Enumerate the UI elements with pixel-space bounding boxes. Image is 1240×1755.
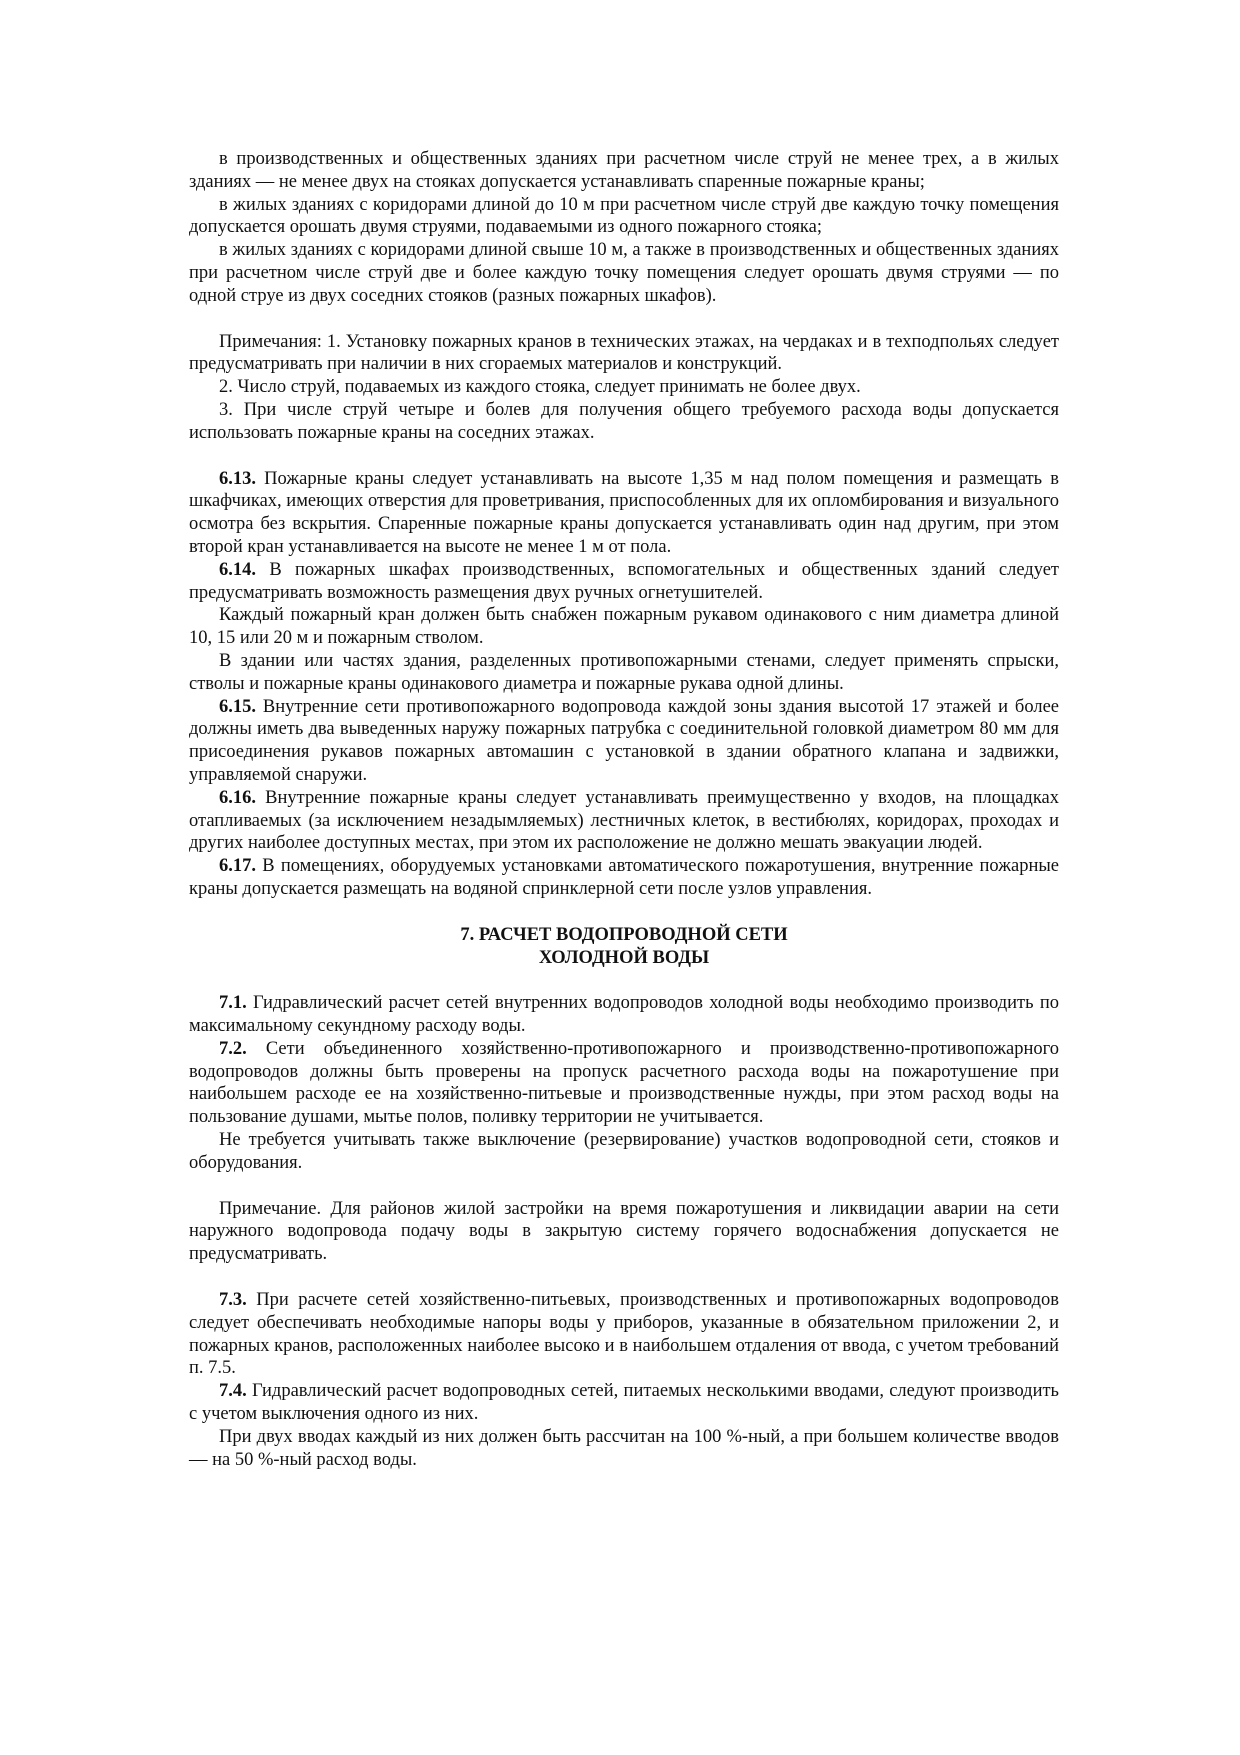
clause-number: 7.3. (219, 1290, 247, 1311)
clause-7-2: 7.2. Сети объединенного хозяйственно-противопожарного и производственно-противопожарного водопроводов должны быть проверены на пропуск расчетного расхода воды на пожаротушение при наибольшем расходе ее на хозяйственно-питьевые и производственные нужды, при этом расход воды на пользование душами, мытье полов, поливку территории не учитывается. (189, 1038, 1059, 1128)
clause-6-16: 6.16. Внутренние пожарные краны следует устанавливать преимущественно у входов, на площадках отапливаемых (за исключением незадымляемых) лестничных клеток, в вестибюлях, коридорах, проходах и других наиболее доступных местах, при этом их расположение не должно мешать эвакуации людей. (189, 787, 1059, 854)
document-page (189, 148, 1059, 1471)
section-heading-line-2: ХОЛОДНОЙ ВОДЫ (538, 947, 710, 968)
spacer (189, 1175, 1059, 1198)
paragraph: Не требуется учитывать также выключение (резервирование) участков водопроводной сети, стояков и оборудования. (189, 1130, 1059, 1173)
paragraph: Каждый пожарный кран должен быть снабжен пожарным рукавом одинакового с ним диаметра длиной 10, 15 или 20 м и пожарным стволом. (189, 605, 1059, 649)
clause-number: 7.4. (219, 1381, 247, 1402)
spacer (189, 308, 1059, 331)
spacer (189, 969, 1059, 992)
paragraph: При двух вводах каждый из них должен быть рассчитан на 100 %-ный, а при большем количестве вводов — на 50 %-ный расход воды. (189, 1426, 1059, 1470)
clause-6-15: 6.15. Внутренние сети противопожарного водопровода каждой зоны здания высотой 17 этажей и более должны иметь два выведенных наружу пожарных патрубка с соединительной головкой диаметром 80 мм для присоединения рукавов пожарных автомашин с установкой в здании обратного клапана и задвижки, управляемой снаружи. (189, 696, 1059, 785)
clause-number: 7.2. (219, 1038, 247, 1059)
paragraph: В здании или частях здания, разделенных противопожарными стенами, следует применять спрыски, стволы и пожарные краны одинакового диаметра и пожарные рукава одной длины. (189, 650, 1059, 694)
paragraph: в производственных и общественных зданиях при расчетном числе струй не менее трех, а в жилых зданиях — не менее двух на стояках допускается устанавливать спаренные пожарные краны; (189, 149, 1059, 192)
clause-number: 6.16. (219, 787, 256, 808)
paragraph: в жилых зданиях с коридорами длиной до 10 м при расчетном числе струй две каждую точку помещения допускается орошать двумя струями, подаваемыми из одного пожарного стояка; (189, 194, 1059, 238)
clause-number: 6.13. (219, 468, 256, 489)
clause-number: 6.17. (219, 856, 256, 877)
clause-7-1: 7.1. Гидравлический расчет сетей внутренних водопроводов холодной воды необходимо производить по максимальному секундному расходу воды. (189, 993, 1059, 1037)
note-paragraph: Примечания: 1. Установку пожарных кранов в технических этажах, на чердаках и в техподпольях следует предусматривать при наличии в них сгораемых материалов и конструкций. (189, 331, 1059, 375)
spacer (189, 901, 1059, 924)
clause-6-13: 6.13. Пожарные краны следует устанавливать на высоте 1,35 м над полом помещения и размещать в шкафчиках, имеющих отверстия для проветривания, приспособленных для их опломбирования и визуального осмотра без вскрытия. Спаренные пожарные краны допускается устанавливать один над другим, при этом второй кран устанавливается на высоте не менее 1 м от пола. (189, 468, 1059, 557)
note-paragraph: 3. При числе струй четыре и болев для получения общего требуемого расхода воды допускается использовать пожарные краны на соседних этажах. (189, 399, 1059, 443)
note-paragraph: Примечание. Для районов жилой застройки на время пожаротушения и ликвидации аварии на сети наружного водопровода подачу воды в закрытую систему горячего водоснабжения допускается не предусматривать. (189, 1198, 1059, 1265)
note-paragraph: 2. Число струй, подаваемых из каждого стояка, следует принимать не более двух. (219, 377, 861, 398)
clause-number: 6.14. (219, 559, 256, 580)
clause-6-17: 6.17. В помещениях, оборудуемых установками автоматического пожаротушения, внутренние пожарные краны допускается размещать на водяной спринклерной сети после узлов управления. (189, 856, 1059, 899)
clause-number: 7.1. (219, 993, 247, 1014)
paragraph: в жилых зданиях с коридорами длиной свыше 10 м, а также в производственных и общественных зданиях при расчетном числе струй две и более каждую точку помещения следует орошать двумя струями — по одной струе из двух соседних стояков (разных пожарных шкафов). (189, 240, 1059, 306)
section-heading-line-1: 7. РАСЧЕТ ВОДОПРОВОДНОЙ СЕТИ (460, 924, 788, 945)
clause-6-14: 6.14. В пожарных шкафах производственных, вспомогательных и общественных зданий следует предусматривать возможность размещения двух ручных огнетушителей. (189, 559, 1059, 603)
clause-7-4: 7.4. Гидравлический расчет водопроводных сетей, питаемых несколькими вводами, следуют производить с учетом выключения одного из них. (189, 1381, 1059, 1425)
spacer (189, 445, 1059, 468)
clause-7-3: 7.3. При расчете сетей хозяйственно-питьевых, производственных и противопожарных водопроводов следует обеспечивать необходимые напоры воды у приборов, указанные в обязательном приложении 2, и пожарных кранов, расположенных наиболее высоко и в наибольшем отдаления от ввода, с учетом требований п. 7.5. (189, 1290, 1059, 1379)
spacer (189, 1266, 1059, 1289)
clause-number: 6.15. (219, 696, 256, 717)
